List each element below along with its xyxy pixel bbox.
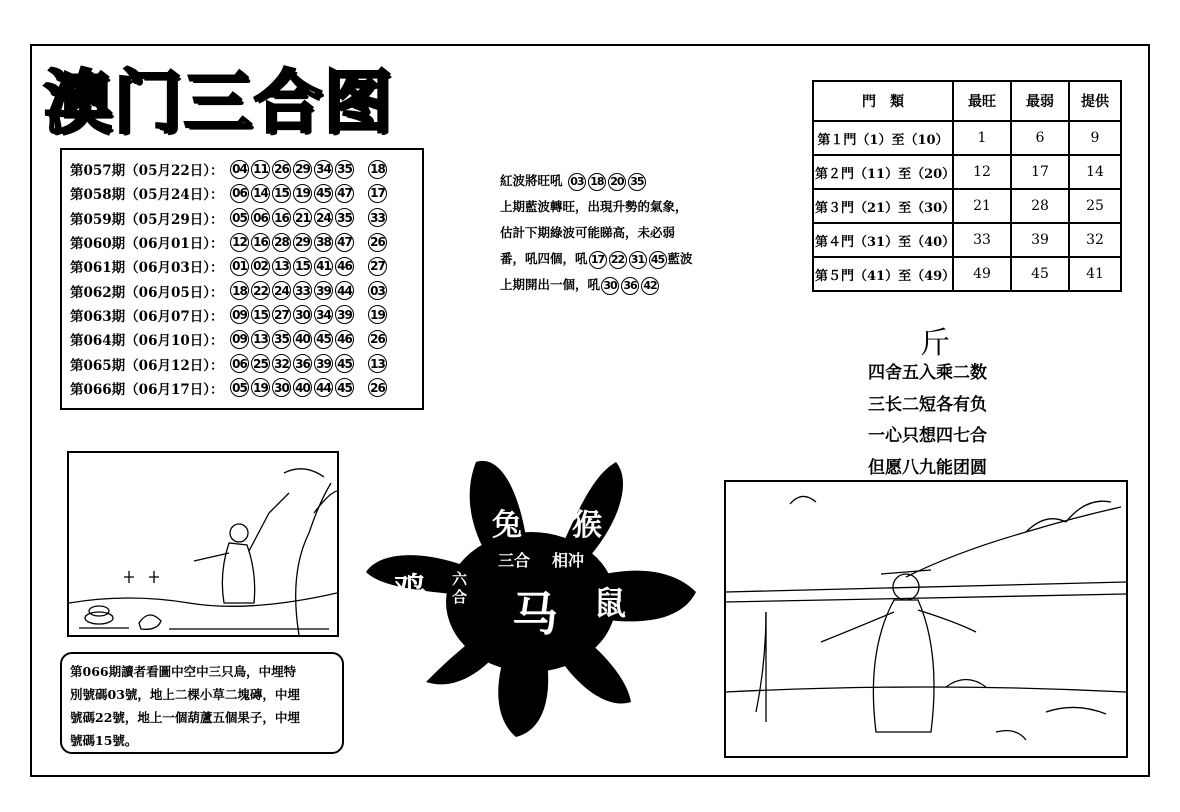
hint-line-5: 上期開出一個，吼 30 36 42 (500, 272, 730, 298)
hint-line-2: 上期藍波轉旺，出現升勢的氣象， (500, 199, 688, 214)
number-ball: 09 (230, 330, 249, 349)
door-label: 第４門（31）至（40） (813, 223, 953, 257)
riddle-line: 號碼15號。 (70, 733, 138, 748)
door-header-offer: 提供 (1069, 81, 1121, 121)
special-number-ball: 18 (368, 160, 387, 179)
special-number-ball: 33 (368, 208, 387, 227)
zodiac-flower (366, 452, 696, 742)
number-ball: 15 (251, 305, 270, 324)
door-row (813, 121, 1121, 155)
door-label: 第３門（21）至（30） (813, 189, 953, 223)
history-period: 第063期（06月07日）： (70, 308, 224, 325)
number-ball: 39 (314, 281, 333, 300)
door-label: 第２門（11）至（20） (813, 155, 953, 189)
number-ball: 05 (230, 208, 249, 227)
number-ball: 47 (335, 184, 354, 203)
number-ball: 06 (251, 208, 270, 227)
label-monkey: 猴 (572, 508, 602, 543)
number-ball: 12 (230, 233, 249, 252)
history-period: 第064期（06月10日）： (70, 333, 224, 350)
number-ball: 45 (314, 184, 333, 203)
door-value: 6 (1011, 121, 1069, 155)
number-ball: 13 (251, 330, 270, 349)
hint-number-ball: 45 (649, 251, 667, 269)
number-ball: 39 (335, 305, 354, 324)
hint-line-1: 紅波將旺吼 03 18 20 35 (500, 168, 730, 194)
history-row (70, 206, 422, 230)
history-period: 第066期（06月17日）： (70, 381, 224, 398)
door-value: 33 (953, 223, 1011, 257)
hint-number-ball: 36 (621, 277, 639, 295)
special-number-ball: 26 (368, 233, 387, 252)
history-numbers (230, 160, 354, 179)
number-ball: 02 (251, 257, 270, 276)
number-ball: 28 (272, 233, 291, 252)
number-ball: 05 (230, 378, 249, 397)
number-ball: 13 (272, 257, 291, 276)
scholar-illustration (67, 451, 339, 637)
hint-text (500, 168, 730, 298)
number-ball: 11 (251, 160, 270, 179)
special-number-ball: 13 (368, 354, 387, 373)
number-ball: 35 (272, 330, 291, 349)
riddle-box (60, 652, 344, 754)
number-ball: 40 (293, 378, 312, 397)
history-period: 第065期（06月12日）： (70, 357, 224, 374)
number-ball: 40 (293, 330, 312, 349)
number-ball: 04 (230, 160, 249, 179)
door-value: 1 (953, 121, 1011, 155)
riddle-line: 別號碼03號，地上二棵小草二塊磚，中埋 (70, 687, 300, 702)
label-liu: 六 (452, 570, 468, 588)
special-number-ball: 17 (368, 184, 387, 203)
poem-line: 一心只想四七合 (868, 426, 987, 446)
number-ball: 24 (272, 281, 291, 300)
number-ball: 46 (335, 330, 354, 349)
page-title: 澳门三合图 (44, 64, 395, 143)
number-ball: 39 (314, 354, 333, 373)
hint-number-ball: 17 (589, 251, 607, 269)
number-ball: 44 (314, 378, 333, 397)
hint-number-ball: 30 (601, 277, 619, 295)
special-number-ball: 27 (368, 257, 387, 276)
history-row (70, 181, 422, 205)
number-ball: 32 (272, 354, 291, 373)
number-ball: 46 (335, 257, 354, 276)
poem-line: 但愿八九能团圆 (868, 457, 987, 478)
hint-number-ball: 20 (608, 173, 626, 191)
label-rat: 鼠 (594, 584, 627, 622)
door-value: 14 (1069, 155, 1121, 189)
history-row (70, 376, 422, 400)
number-ball: 24 (314, 208, 333, 227)
number-ball: 34 (314, 305, 333, 324)
number-ball: 29 (293, 233, 312, 252)
number-ball: 45 (335, 378, 354, 397)
history-numbers (230, 257, 354, 276)
special-number-ball: 26 (368, 330, 387, 349)
label-he: 合 (452, 588, 468, 606)
poem-line: 三长二短各有负 (868, 394, 987, 415)
number-ball: 30 (272, 378, 291, 397)
history-period: 第058期（05月24日）： (70, 187, 224, 204)
door-row (813, 223, 1121, 257)
number-ball: 22 (251, 281, 270, 300)
number-ball: 19 (251, 378, 270, 397)
number-ball: 29 (293, 160, 312, 179)
number-ball: 45 (314, 330, 333, 349)
door-value: 45 (1011, 257, 1069, 291)
number-ball: 35 (335, 208, 354, 227)
door-value: 9 (1069, 121, 1121, 155)
number-ball: 19 (293, 184, 312, 203)
label-chicken: 鸡 (394, 570, 427, 608)
history-period: 第057期（05月22日）： (70, 163, 224, 180)
hint-number-ball: 03 (568, 173, 586, 191)
sage-illustration (724, 480, 1128, 758)
number-ball: 26 (272, 160, 291, 179)
door-value: 21 (953, 189, 1011, 223)
door-row (813, 189, 1121, 223)
number-ball: 44 (335, 281, 354, 300)
special-number-ball: 03 (368, 281, 387, 300)
label-xiangchong: 相冲 (552, 551, 585, 570)
door-label: 第１門（1）至（10） (813, 121, 953, 155)
history-row (70, 327, 422, 351)
history-numbers (230, 354, 354, 373)
door-value: 28 (1011, 189, 1069, 223)
history-numbers (230, 233, 354, 252)
door-row (813, 257, 1121, 291)
special-number-ball: 26 (368, 378, 387, 397)
door-value: 49 (953, 257, 1011, 291)
door-table (812, 80, 1122, 292)
riddle-line: 第066期讀者看圖中空中三只鳥，中埋特 (70, 664, 297, 679)
number-ball: 18 (230, 281, 249, 300)
label-sanhe: 三合 (498, 551, 531, 570)
number-ball: 33 (293, 281, 312, 300)
hint-number-ball: 42 (641, 277, 659, 295)
door-value: 12 (953, 155, 1011, 189)
number-ball: 15 (293, 257, 312, 276)
number-ball: 15 (272, 184, 291, 203)
door-header-min: 最弱 (1011, 81, 1069, 121)
hint-line-4: 番，吼四個，吼 17 22 31 45 藍波 (500, 246, 730, 272)
riddle-line: 號碼22號，地上一個葫蘆五個果子，中埋 (70, 710, 300, 725)
number-ball: 47 (335, 233, 354, 252)
number-ball: 01 (230, 257, 249, 276)
door-row (813, 155, 1121, 189)
special-number-ball: 19 (368, 305, 387, 324)
door-value: 41 (1069, 257, 1121, 291)
door-header-max: 最旺 (953, 81, 1011, 121)
history-row (70, 351, 422, 375)
number-ball: 34 (314, 160, 333, 179)
number-ball: 41 (314, 257, 333, 276)
history-numbers (230, 330, 354, 349)
number-ball: 16 (251, 233, 270, 252)
history-numbers (230, 184, 354, 203)
number-ball: 06 (230, 184, 249, 203)
history-row (70, 303, 422, 327)
door-label: 第５門（41）至（49） (813, 257, 953, 291)
history-row (70, 230, 422, 254)
number-ball: 27 (272, 305, 291, 324)
history-row (70, 254, 422, 278)
number-ball: 25 (251, 354, 270, 373)
door-value: 17 (1011, 155, 1069, 189)
door-header-category: 門 類 (813, 81, 953, 121)
door-value: 39 (1011, 223, 1069, 257)
number-ball: 45 (335, 354, 354, 373)
hint-number-ball: 31 (629, 251, 647, 269)
hint-line-3: 估計下期綠波可能睇高，未必弱 (500, 225, 676, 240)
label-horse: 马 (512, 587, 558, 641)
number-ball: 06 (230, 354, 249, 373)
hint-number-ball: 35 (628, 173, 646, 191)
history-numbers (230, 208, 354, 227)
history-period: 第059期（05月29日）： (70, 211, 224, 228)
number-ball: 09 (230, 305, 249, 324)
number-ball: 30 (293, 305, 312, 324)
history-table (60, 148, 424, 410)
poem-mark: 斤 (920, 326, 950, 361)
door-value: 25 (1069, 189, 1121, 223)
number-ball: 16 (272, 208, 291, 227)
history-row (70, 278, 422, 302)
label-rabbit: 兔 (492, 508, 522, 543)
number-ball: 38 (314, 233, 333, 252)
history-numbers (230, 378, 354, 397)
number-ball: 35 (335, 160, 354, 179)
history-period: 第060期（06月01日）： (70, 236, 224, 253)
number-ball: 14 (251, 184, 270, 203)
poem (868, 358, 987, 484)
door-value: 32 (1069, 223, 1121, 257)
poem-line: 四舍五入乘二数 (868, 363, 987, 383)
history-period: 第061期（06月03日）： (70, 260, 224, 277)
number-ball: 21 (293, 208, 312, 227)
history-numbers (230, 305, 354, 324)
history-row (70, 157, 422, 181)
number-ball: 36 (293, 354, 312, 373)
history-period: 第062期（06月05日）： (70, 284, 224, 301)
history-numbers (230, 281, 354, 300)
hint-number-ball: 22 (609, 251, 627, 269)
hint-number-ball: 18 (588, 173, 606, 191)
